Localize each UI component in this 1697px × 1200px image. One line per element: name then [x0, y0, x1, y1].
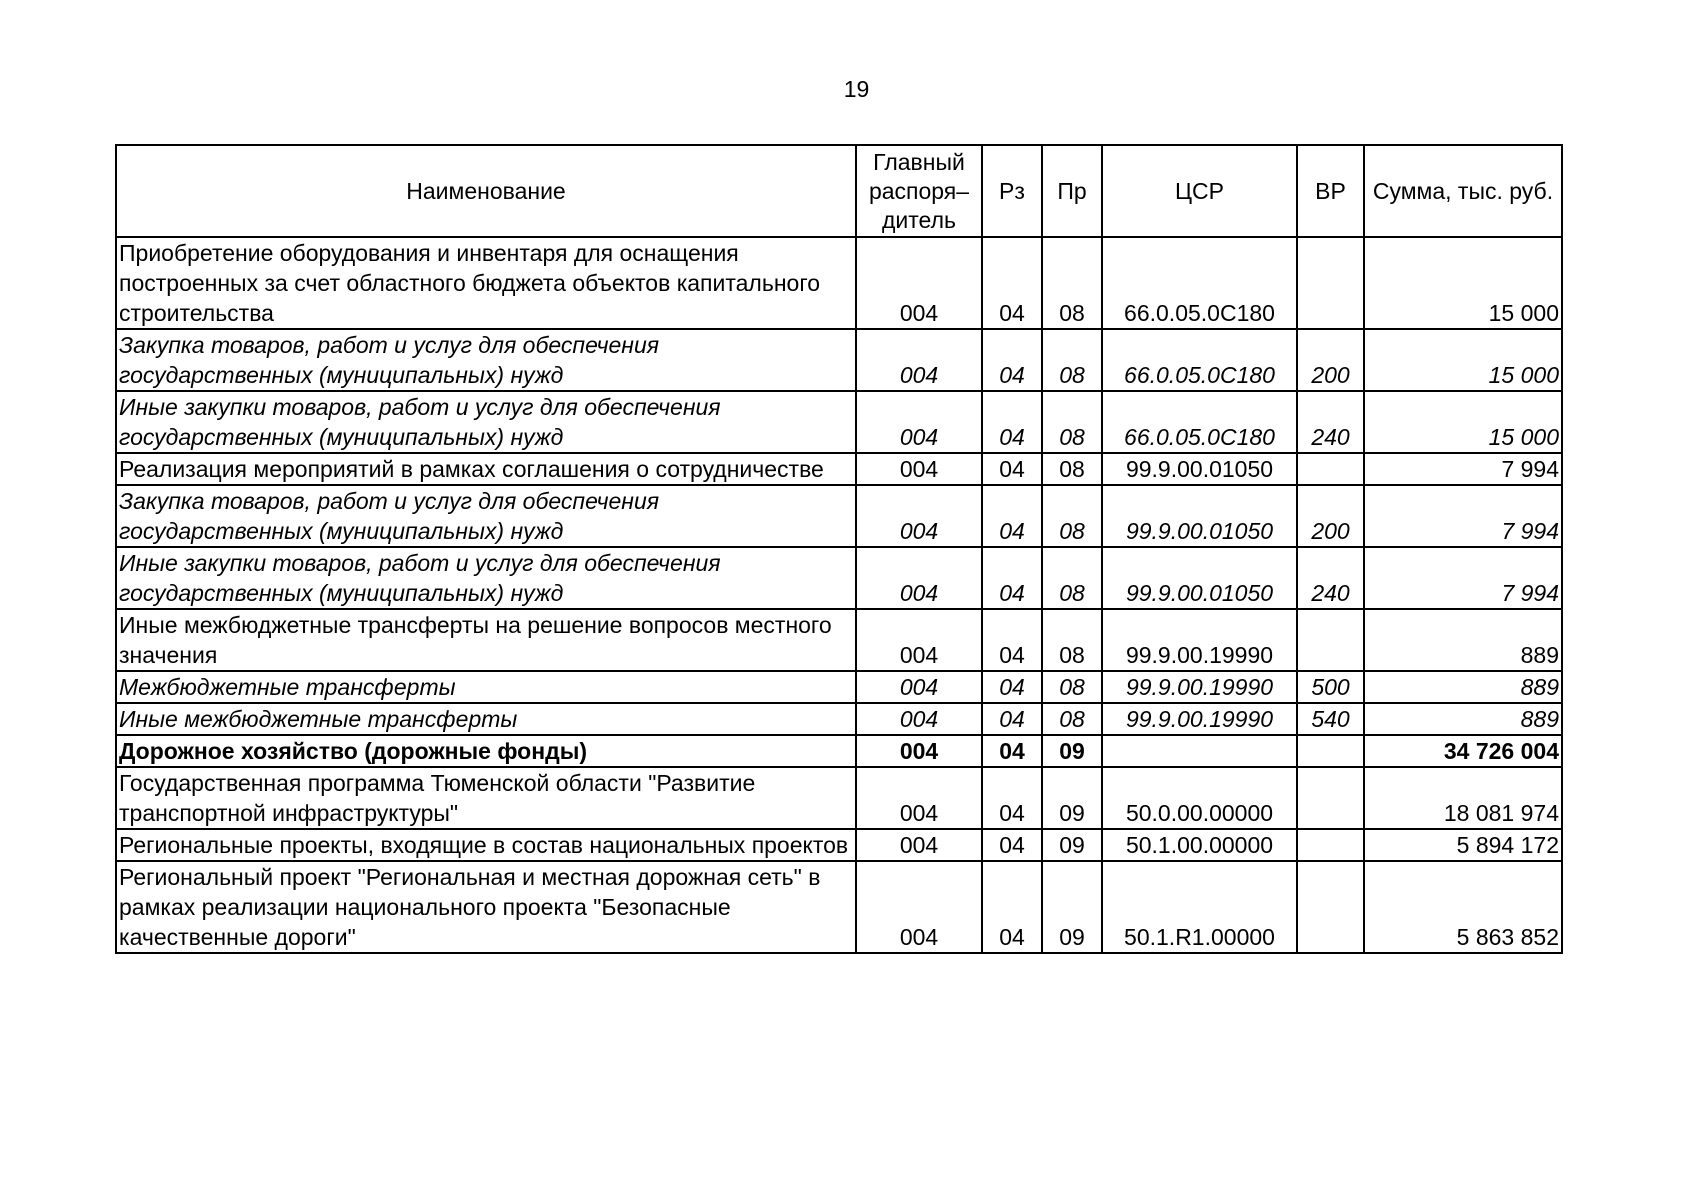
cell-manager: 004 [856, 829, 982, 861]
cell-manager: 004 [856, 767, 982, 829]
cell-vr: 240 [1297, 391, 1364, 453]
table-row [116, 767, 1562, 829]
cell-rz: 04 [982, 671, 1042, 703]
cell-name: Закупка товаров, работ и услуг для обеспечения государственных (муниципальных) нужд [116, 329, 856, 391]
cell-vr [1297, 453, 1364, 485]
cell-pr: 09 [1042, 861, 1102, 953]
cell-csr: 99.9.00.19990 [1102, 609, 1297, 671]
cell-csr [1102, 735, 1297, 767]
cell-rz: 04 [982, 391, 1042, 453]
cell-sum: 889 [1364, 703, 1562, 735]
cell-csr: 50.0.00.00000 [1102, 767, 1297, 829]
cell-pr: 09 [1042, 829, 1102, 861]
cell-manager: 004 [856, 485, 982, 547]
cell-pr: 08 [1042, 391, 1102, 453]
cell-rz: 04 [982, 767, 1042, 829]
cell-rz: 04 [982, 861, 1042, 953]
cell-name: Иные закупки товаров, работ и услуг для обеспечения государственных (муниципальных) нужд [116, 391, 856, 453]
table-row [116, 237, 1562, 329]
cell-rz: 04 [982, 735, 1042, 767]
cell-rz: 04 [982, 609, 1042, 671]
table-row [116, 829, 1562, 861]
cell-sum: 5 894 172 [1364, 829, 1562, 861]
cell-manager: 004 [856, 453, 982, 485]
cell-sum: 15 000 [1364, 329, 1562, 391]
cell-csr: 99.9.00.19990 [1102, 703, 1297, 735]
cell-pr: 08 [1042, 547, 1102, 609]
cell-csr: 66.0.05.0С180 [1102, 237, 1297, 329]
cell-sum: 7 994 [1364, 547, 1562, 609]
cell-manager: 004 [856, 329, 982, 391]
cell-vr [1297, 767, 1364, 829]
header-sum: Сумма, тыс. руб. [1364, 145, 1562, 237]
cell-vr [1297, 609, 1364, 671]
header-rz: Рз [982, 145, 1042, 237]
cell-pr: 08 [1042, 485, 1102, 547]
table-row [116, 609, 1562, 671]
cell-pr: 08 [1042, 453, 1102, 485]
cell-pr: 08 [1042, 237, 1102, 329]
cell-rz: 04 [982, 329, 1042, 391]
cell-pr: 09 [1042, 735, 1102, 767]
table-row [116, 735, 1562, 767]
cell-sum: 5 863 852 [1364, 861, 1562, 953]
cell-name: Закупка товаров, работ и услуг для обеспечения государственных (муниципальных) нужд [116, 485, 856, 547]
cell-sum: 7 994 [1364, 453, 1562, 485]
cell-manager: 004 [856, 735, 982, 767]
table-row [116, 703, 1562, 735]
table-row [116, 329, 1562, 391]
cell-sum: 34 726 004 [1364, 735, 1562, 767]
cell-pr: 08 [1042, 671, 1102, 703]
cell-csr: 99.9.00.01050 [1102, 485, 1297, 547]
cell-sum: 889 [1364, 609, 1562, 671]
cell-vr: 200 [1297, 485, 1364, 547]
cell-manager: 004 [856, 391, 982, 453]
table-row [116, 453, 1562, 485]
cell-name: Иные межбюджетные трансферты на решение вопросов местного значения [116, 609, 856, 671]
header-vr: ВР [1297, 145, 1364, 237]
cell-vr: 200 [1297, 329, 1364, 391]
cell-pr: 09 [1042, 767, 1102, 829]
table-row [116, 671, 1562, 703]
cell-manager: 004 [856, 861, 982, 953]
cell-name: Государственная программа Тюменской области "Развитие транспортной инфраструктуры" [116, 767, 856, 829]
header-manager: Главный распоря– дитель [856, 145, 982, 237]
cell-sum: 15 000 [1364, 237, 1562, 329]
budget-table [115, 144, 1563, 954]
cell-vr: 500 [1297, 671, 1364, 703]
cell-rz: 04 [982, 453, 1042, 485]
cell-manager: 004 [856, 671, 982, 703]
cell-name: Реализация мероприятий в рамках соглашения о сотрудничестве [116, 453, 856, 485]
cell-vr [1297, 237, 1364, 329]
cell-rz: 04 [982, 485, 1042, 547]
cell-rz: 04 [982, 547, 1042, 609]
cell-name: Иные межбюджетные трансферты [116, 703, 856, 735]
cell-rz: 04 [982, 237, 1042, 329]
table-body [116, 237, 1562, 953]
table-header-row [116, 145, 1562, 237]
cell-vr [1297, 735, 1364, 767]
cell-csr: 99.9.00.01050 [1102, 453, 1297, 485]
cell-csr: 66.0.05.0С180 [1102, 391, 1297, 453]
cell-csr: 99.9.00.19990 [1102, 671, 1297, 703]
cell-name: Дорожное хозяйство (дорожные фонды) [116, 735, 856, 767]
table-row [116, 547, 1562, 609]
cell-rz: 04 [982, 703, 1042, 735]
table-row [116, 485, 1562, 547]
cell-csr: 50.1.00.00000 [1102, 829, 1297, 861]
cell-rz: 04 [982, 829, 1042, 861]
header-csr: ЦСР [1102, 145, 1297, 237]
cell-manager: 004 [856, 237, 982, 329]
cell-name: Региональный проект "Региональная и местная дорожная сеть" в рамках реализации национального проекта "Безопасные качественные дороги" [116, 861, 856, 953]
header-name: Наименование [116, 145, 856, 237]
cell-pr: 08 [1042, 609, 1102, 671]
cell-vr [1297, 829, 1364, 861]
cell-sum: 15 000 [1364, 391, 1562, 453]
cell-vr: 240 [1297, 547, 1364, 609]
cell-csr: 99.9.00.01050 [1102, 547, 1297, 609]
header-pr: Пр [1042, 145, 1102, 237]
cell-sum: 18 081 974 [1364, 767, 1562, 829]
cell-manager: 004 [856, 547, 982, 609]
cell-name: Региональные проекты, входящие в состав национальных проектов [116, 829, 856, 861]
cell-manager: 004 [856, 609, 982, 671]
cell-name: Приобретение оборудования и инвентаря для оснащения построенных за счет областного бюджета объектов капитального строительства [116, 237, 856, 329]
cell-name: Иные закупки товаров, работ и услуг для обеспечения государственных (муниципальных) нужд [116, 547, 856, 609]
table-row [116, 391, 1562, 453]
cell-sum: 889 [1364, 671, 1562, 703]
cell-vr: 540 [1297, 703, 1364, 735]
cell-vr [1297, 861, 1364, 953]
cell-name: Межбюджетные трансферты [116, 671, 856, 703]
cell-sum: 7 994 [1364, 485, 1562, 547]
table-row [116, 861, 1562, 953]
cell-pr: 08 [1042, 703, 1102, 735]
cell-csr: 50.1.R1.00000 [1102, 861, 1297, 953]
cell-pr: 08 [1042, 329, 1102, 391]
cell-csr: 66.0.05.0С180 [1102, 329, 1297, 391]
cell-manager: 004 [856, 703, 982, 735]
page-number: 19 [843, 76, 870, 102]
